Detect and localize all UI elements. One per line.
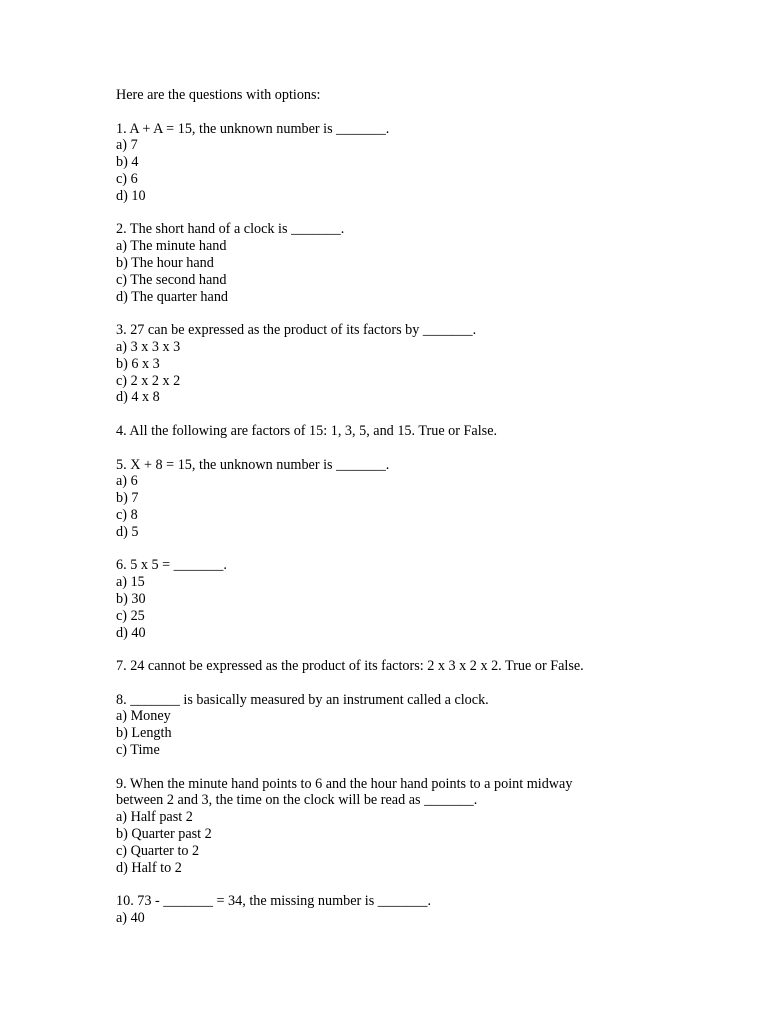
answer-option: b) 30 (116, 590, 146, 607)
option-list (116, 473, 736, 540)
answer-option: a) 40 (116, 910, 145, 927)
question-text (116, 776, 736, 810)
question-block (116, 457, 736, 541)
option-list (116, 708, 736, 758)
answer-option: a) 7 (116, 137, 138, 154)
answer-option: a) 6 (116, 473, 138, 490)
answer-option: d) 5 (116, 523, 139, 540)
question-block (116, 658, 736, 675)
question-block (116, 423, 736, 440)
question-text (116, 557, 736, 574)
question-block (116, 692, 736, 759)
question-text (116, 423, 736, 440)
answer-option: c) 25 (116, 607, 145, 624)
question-line: 3. 27 can be expressed as the product of its factors by _______. (116, 322, 477, 339)
answer-option: c) 8 (116, 506, 138, 523)
question-text (116, 322, 736, 339)
answer-option: d) 10 (116, 187, 146, 204)
question-line: 5. X + 8 = 15, the unknown number is _______. (116, 456, 390, 473)
question-block (116, 322, 736, 406)
intro-text: Here are the questions with options: (116, 87, 321, 103)
answer-option: a) The minute hand (116, 238, 227, 255)
question-text (116, 221, 736, 238)
answer-option: a) Money (116, 708, 171, 725)
option-list (116, 574, 736, 641)
question-block (116, 557, 736, 641)
answer-option: c) 2 x 2 x 2 (116, 372, 181, 389)
question-line: 10. 73 - _______ = 34, the missing number is _______. (116, 893, 431, 910)
option-list (116, 910, 736, 927)
question-text (116, 893, 736, 910)
question-block (116, 893, 736, 927)
answer-option: b) 7 (116, 490, 139, 507)
question-block (116, 776, 736, 877)
question-line: between 2 and 3, the time on the clock will be read as _______. (116, 792, 478, 809)
answer-option: c) The second hand (116, 271, 227, 288)
option-list (116, 238, 736, 305)
question-block (116, 121, 736, 205)
question-line: 6. 5 x 5 = _______. (116, 557, 227, 574)
document-page (116, 87, 736, 927)
answer-option: d) Half to 2 (116, 859, 182, 876)
answer-option: a) Half past 2 (116, 809, 193, 826)
option-list (116, 137, 736, 204)
question-line: 1. A + A = 15, the unknown number is _______. (116, 120, 390, 137)
question-text (116, 121, 736, 138)
answer-option: b) The hour hand (116, 254, 214, 271)
answer-option: c) Quarter to 2 (116, 842, 200, 859)
answer-option: b) Length (116, 725, 172, 742)
question-text (116, 658, 736, 675)
answer-option: d) The quarter hand (116, 288, 229, 305)
question-line: 7. 24 cannot be expressed as the product of its factors: 2 x 3 x 2 x 2. True or False. (116, 658, 584, 675)
answer-option: b) 4 (116, 154, 139, 171)
question-block (116, 221, 736, 305)
question-list (116, 121, 736, 927)
question-text (116, 457, 736, 474)
answer-option: d) 4 x 8 (116, 389, 160, 406)
question-line: 2. The short hand of a clock is _______. (116, 221, 345, 238)
answer-option: c) Time (116, 742, 160, 759)
option-list (116, 809, 736, 876)
answer-option: c) 6 (116, 170, 138, 187)
option-list (116, 339, 736, 406)
answer-option: b) 6 x 3 (116, 355, 160, 372)
answer-option: a) 3 x 3 x 3 (116, 338, 181, 355)
answer-option: d) 40 (116, 624, 146, 641)
answer-option: a) 15 (116, 574, 145, 591)
answer-option: b) Quarter past 2 (116, 826, 212, 843)
question-line: 4. All the following are factors of 15: 1, 3, 5, and 15. True or False. (116, 422, 498, 439)
question-line: 8. _______ is basically measured by an instrument called a clock. (116, 691, 489, 708)
question-line: 9. When the minute hand points to 6 and the hour hand points to a point midway (116, 775, 573, 792)
question-text (116, 692, 736, 709)
